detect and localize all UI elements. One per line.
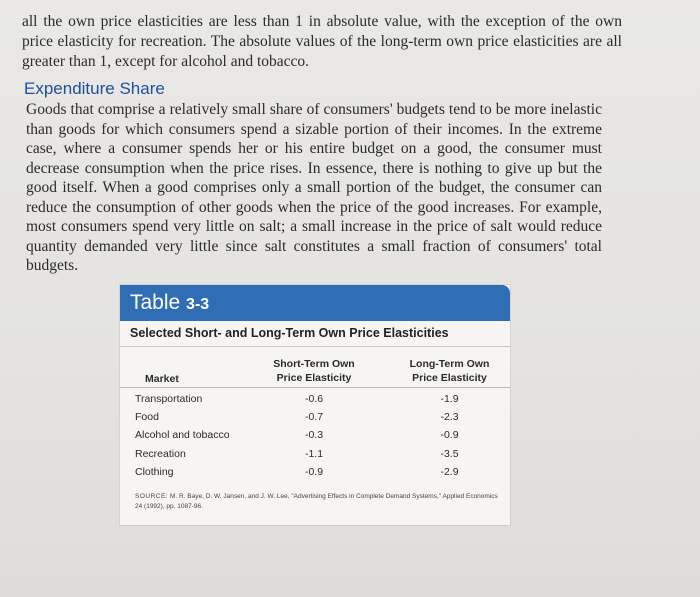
table-title	[130, 291, 209, 315]
elasticity-table	[120, 285, 510, 525]
section-body: Goods that comprise a relatively small share of consumers' budgets tend to be more inelastic than goods for which consumers spend a sizable portion of their incomes. In the extreme case, where a consumer spends her or his entire budget on a good, the consumer must decrease consumption when the price rises. In essence, there is nothing to give up but the good itself. When a good comprises only a small portion of the budget, the consumer can reduce the consumption of other goods when the price of the good increases. For example, most consumers spend very little on salt; a small increase in the price of salt would reduce quantity demanded very little since salt constitutes a small fraction of consumers' total budgets.	[26, 101, 602, 274]
cell-market: Alcohol and tobacco	[135, 429, 230, 442]
header-long-line1: Long-Term Own	[409, 358, 490, 370]
header-market: Market	[145, 373, 179, 385]
cell-market: Transportation	[135, 393, 203, 405]
table-number: 3-3	[186, 296, 210, 313]
cell-market: Recreation	[135, 447, 186, 460]
cell-market: Clothing	[135, 465, 174, 478]
cell-long-term: -2.9	[440, 465, 459, 478]
table-label: Table	[130, 291, 181, 314]
cell-short-term: -0.9	[304, 465, 324, 478]
section-heading: Expenditure Share	[24, 79, 165, 98]
header-short-term	[270, 357, 358, 385]
header-short-line2: Price Elasticity	[276, 372, 352, 384]
header-long-line2: Price Elasticity	[412, 372, 487, 384]
table-row	[120, 409, 510, 427]
source-label: SOURCE:	[135, 493, 169, 500]
cell-short-term: -1.1	[304, 447, 324, 460]
cell-long-term: -2.3	[440, 411, 459, 424]
table-row	[120, 427, 510, 445]
cell-long-term: -3.5	[440, 447, 459, 460]
cell-long-term: -0.9	[440, 429, 459, 442]
table-body	[120, 391, 510, 482]
cell-long-term: -1.9	[440, 393, 459, 405]
table-caption: Selected Short- and Long-Term Own Price Elasticities	[120, 321, 510, 347]
table-row	[120, 446, 510, 464]
cell-short-term: -0.7	[304, 411, 324, 424]
source-text: M. R. Baye, D. W. Jansen, and J. W. Lee, "Advertising Effects in Complete Demand Systems," Applied Economics 24 (1992), pp. 1087-96.	[135, 493, 498, 510]
table-source-note	[135, 492, 500, 512]
table-header-row	[120, 353, 510, 388]
header-short-line1: Short-Term Own	[273, 358, 355, 370]
cell-market: Food	[135, 411, 159, 424]
intro-paragraph: all the own price elasticities are less than 1 in absolute value, with the exception of the own price elasticity for recreation. The absolute values of the long-term own price elasticities are all greater than 1, except for alcohol and tobacco.	[22, 12, 622, 70]
table-row	[120, 464, 510, 482]
table-banner	[120, 285, 510, 321]
cell-short-term: -0.6	[304, 393, 324, 405]
header-long-term	[402, 357, 497, 385]
table-row	[120, 391, 510, 409]
cell-short-term: -0.3	[304, 429, 324, 442]
